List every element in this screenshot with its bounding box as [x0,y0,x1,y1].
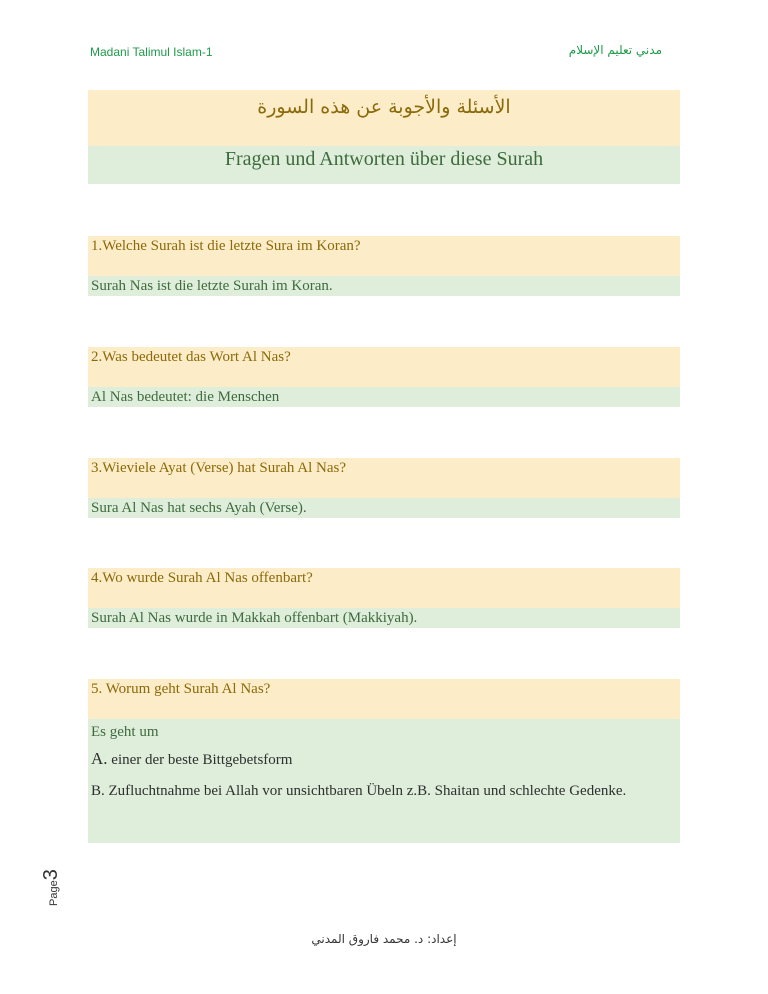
footer-author: إعداد: د. محمد فاروق المدني [311,932,457,946]
answer-2: Al Nas bedeutet: die Menschen [88,387,680,407]
answer-5-item-b: B. Zufluchtnahme bei Allah vor unsichtbaren Übeln z.B. Shaitan und schlechte Gedenke. [91,783,627,799]
answer-5 [88,719,680,843]
answer-5-item-a-text: einer der beste Bittgebetsform [107,752,293,768]
question-2: 2.Was bedeutet das Wort Al Nas? [88,347,680,387]
page-label: Page [48,880,60,906]
header-left-title: Madani Talimul Islam-1 [90,45,213,59]
answer-3: Sura Al Nas hat sechs Ayah (Verse). [88,498,680,518]
arabic-title: الأسئلة والأجوبة عن هذه السورة [88,90,680,146]
answer-5-item-a-letter: A. [91,749,108,768]
page-number [40,869,63,906]
question-3: 3.Wieviele Ayat (Verse) hat Surah Al Nas? [88,458,680,498]
answer-5-intro: Es geht um [91,724,159,740]
header-right-title: مدني تعليم الإسلام [568,43,662,57]
answer-4: Surah Al Nas wurde in Makkah offenbart (Makkiyah). [88,608,680,628]
question-1: 1.Welche Surah ist die letzte Sura im Koran? [88,236,680,276]
question-4: 4.Wo wurde Surah Al Nas offenbart? [88,568,680,608]
question-5: 5. Worum geht Surah Al Nas? [88,679,680,719]
answer-5-item-a [91,743,677,776]
page-number-value: 3 [40,869,62,881]
answer-1: Surah Nas ist die letzte Surah im Koran. [88,276,680,296]
german-title: Fragen und Antworten über diese Surah [88,146,680,184]
